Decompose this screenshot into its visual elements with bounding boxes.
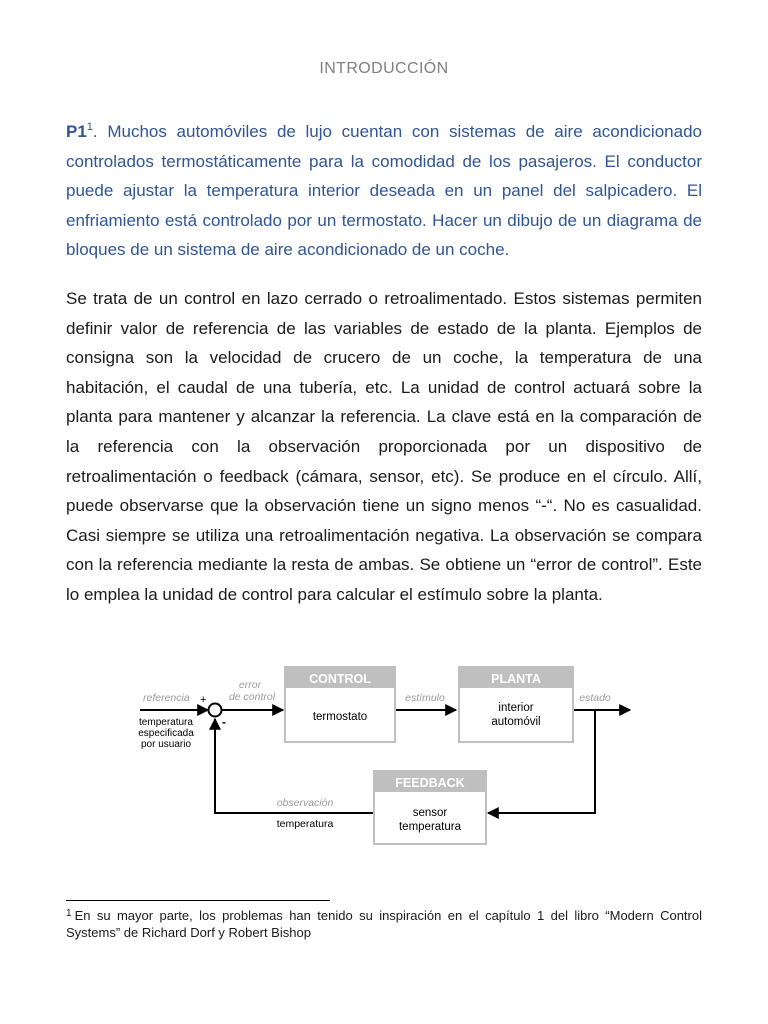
plant-title: PLANTA [491,672,541,686]
control-body: termostato [312,711,368,723]
feedback-body-line1: sensor [412,807,448,819]
feedback-body-line2: temperatura [398,821,462,833]
problem-statement [66,117,702,265]
problem-label: P1 [66,122,87,141]
error-label-line2: de control [228,691,276,703]
minus-sign: - [222,715,226,729]
state-label: estado [579,692,611,704]
footnote-separator [66,900,330,901]
footnote-text: En su mayor parte, los problemas han tenido su inspiración en el capítulo 1 del libro “Modern Control Systems” de Richard Dorf y Robert Bishop [66,908,702,940]
answer-paragraph: Se trata de un control en lazo cerrado o retroalimentado. Estos sistemas permiten definir valor de referencia de las variables de estado de la planta. Ejemplos de consigna son la velocidad de crucero de un coche, la temperatura de una habitación, el caudal de una tubería, etc. La unidad de control actuará sobre la planta para mantener y alcanzar la referencia. La clave está en la comparación de la referencia con la observación proporcionada por un dispositivo de retroalimentación o feedback (cámara, sensor, etc). Se produce en el círculo. Allí, puede observarse que la observación tiene un signo menos “-“. No es casualidad. Casi siempre se utiliza una retroalimentación negativa. La observación se compara con la referencia mediante la resta de ambas. Se obtiene un “error de control”. Este lo emplea la unidad de control para calcular el estímulo sobre la planta. [66,289,702,604]
input-line3: por usuario [140,739,192,750]
problem-text: . Muchos automóviles de lujo cuentan con sistemas de aire acondicionado controlados termostáticamente para la comodidad de los pasajeros. El conductor puede ajustar la temperatura interior deseada en un panel del salpicadero. El enfriamiento está controlado por un termostato. Hacer un dibujo de un diagrama de bloques de un sistema de aire acondicionado de un coche. [66,122,702,259]
stimulus-label: estímulo [405,692,445,704]
plus-sign: + [200,694,207,706]
input-line1: temperatura [139,717,193,728]
plant-body-line2: automóvil [491,716,541,728]
error-label-line1: error [238,679,262,691]
footnote-number: 1 [66,908,72,919]
plant-block [459,667,573,742]
plant-body-line1: interior [498,702,534,714]
page-title: INTRODUCCIÓN [319,60,449,77]
block-diagram [130,655,640,855]
feedback-block [374,771,486,844]
summing-junction [209,704,222,717]
observation-value: temperatura [276,818,334,830]
observation-label: observación [276,797,334,809]
control-title: CONTROL [309,672,371,686]
feedback-title: FEEDBACK [395,776,465,790]
footnote [66,907,702,941]
input-line2: especificada [138,728,194,739]
control-block [285,667,395,742]
footnote-reference[interactable]: 1 [86,121,93,133]
reference-label: referencia [143,692,190,704]
